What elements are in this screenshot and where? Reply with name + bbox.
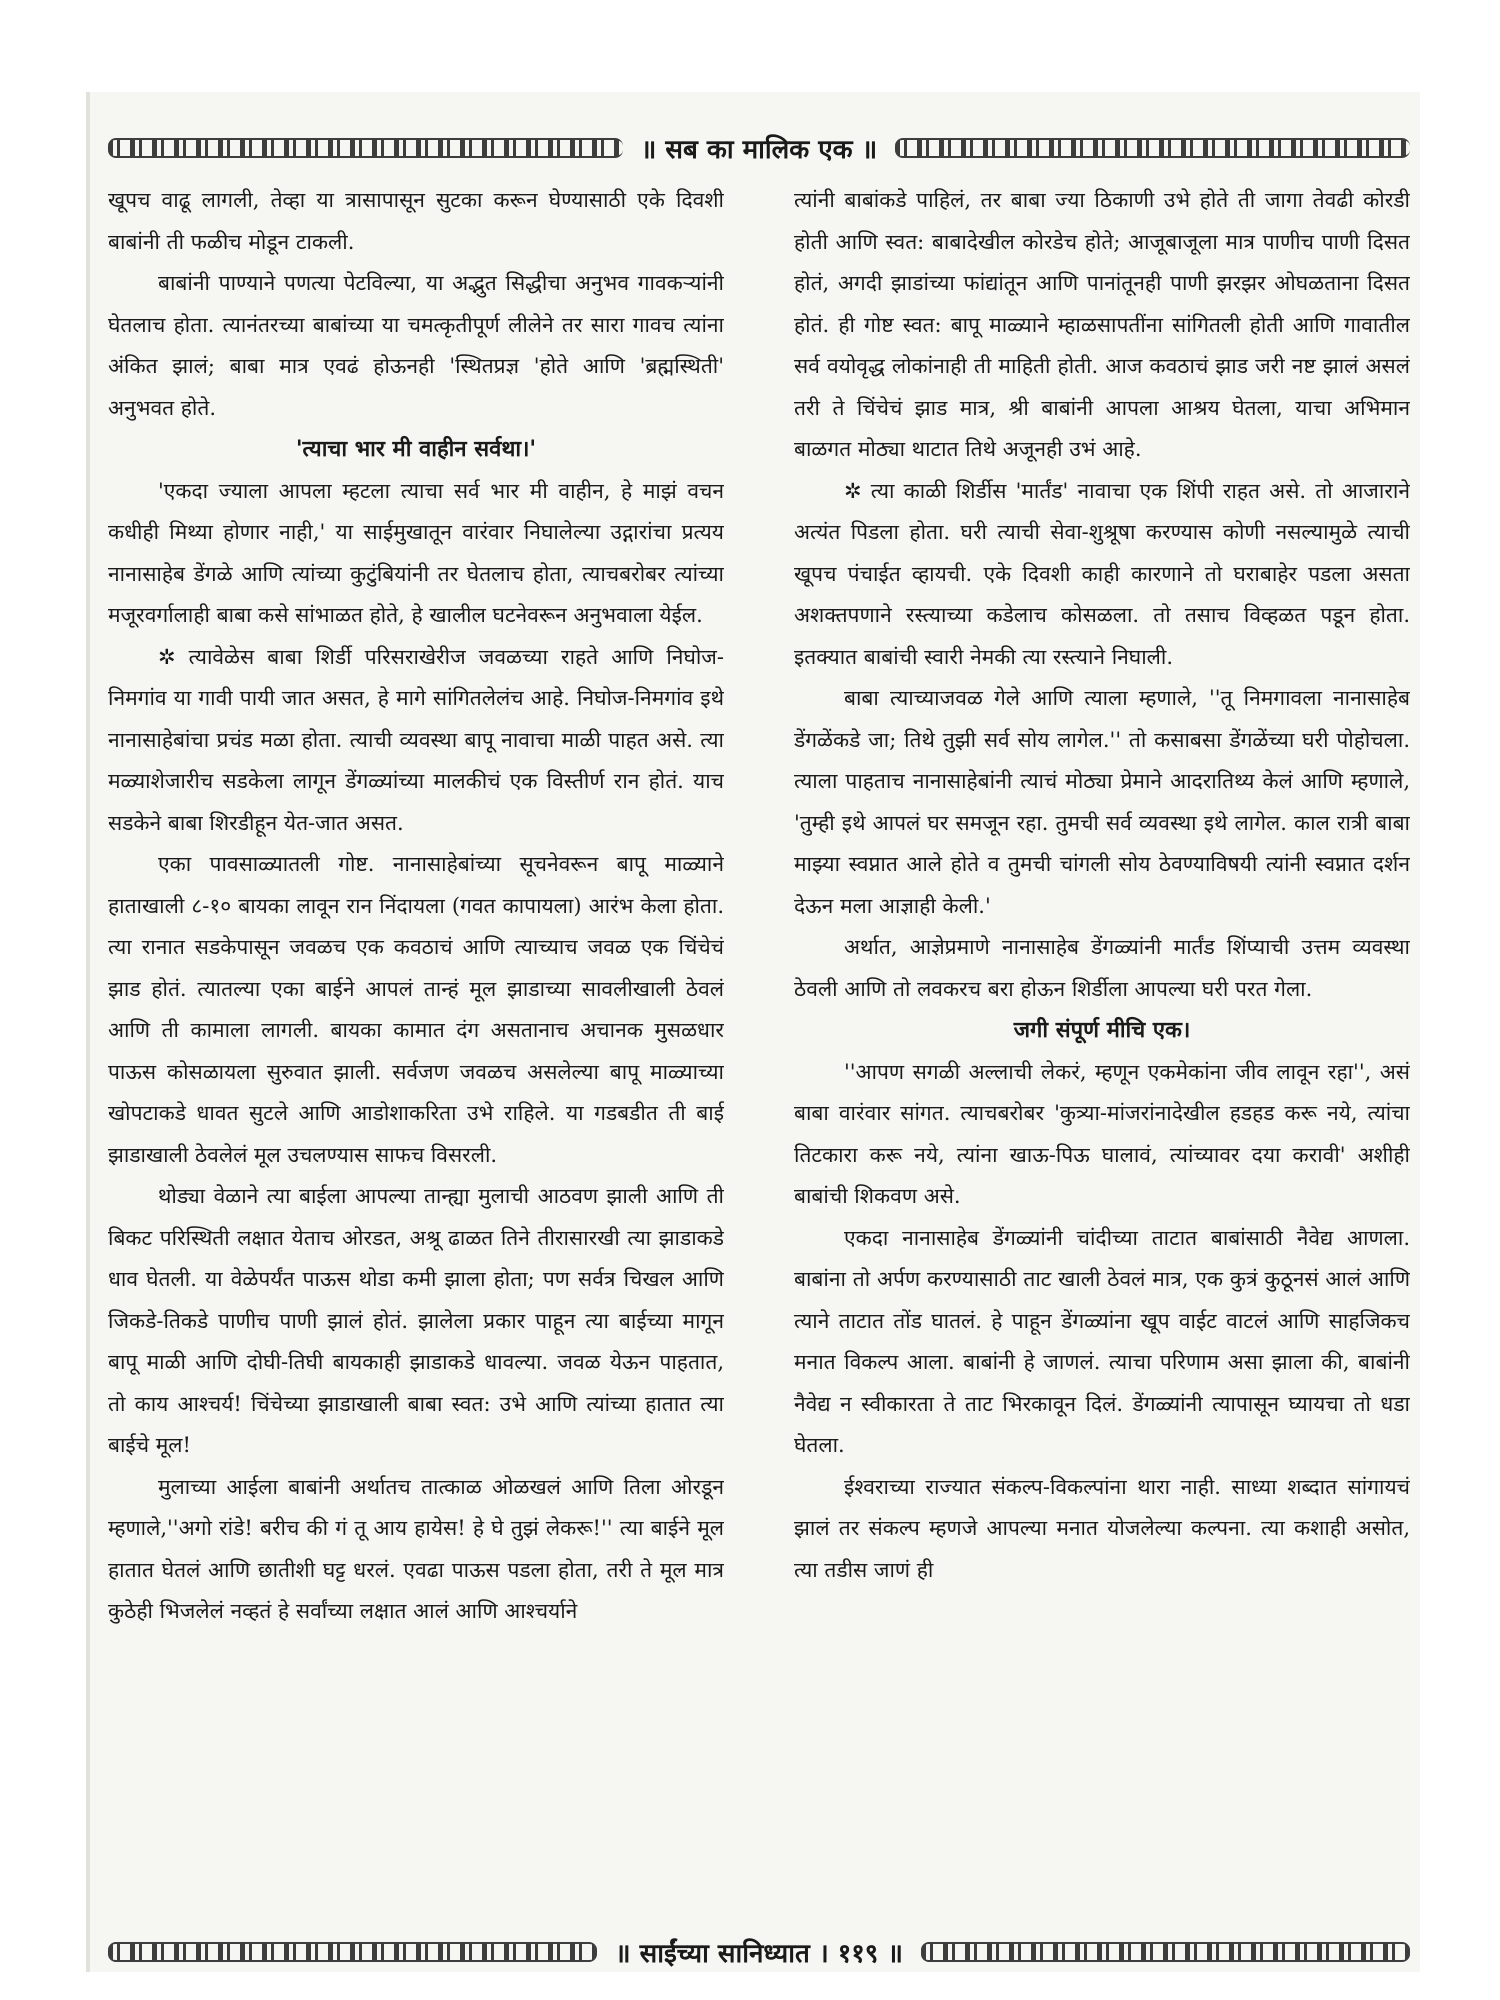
paragraph: बाबा त्याच्याजवळ गेले आणि त्याला म्हणाले, ''तू निमगावला नानासाहेब डेंगळेंकडे जा; तिथे तुझी सर्व सोय लागेल.'' तो कसाबसा डेंगळेंच्या घरी पोहोचला. त्याला पाहताच नानासाहेबांनी त्याचं मोठ्या प्रेमाने आदरातिथ्य केलं आणि म्हणाले, 'तुम्ही इथे आपलं घर समजून रहा. तुमची सर्व व्यवस्था इथे लागेल. काल रात्री बाबा माझ्या स्वप्नात आले होते व तुमची चांगली सोय ठेवण्याविषयी त्यांनी स्वप्नात दर्शन देऊन मला आज्ञाही केली.': [794, 686, 1410, 918]
paragraph: 'एकदा ज्याला आपला म्हटला त्याचा सर्व भार मी वाहीन, हे माझं वचन कधीही मिथ्या होणार नाही,' या साईमुखातून वारंवार निघालेल्या उद्गारांचा प्रत्यय नानासाहेब डेंगळे आणि त्यांच्या कुटुंबियांनी तर घेतलाच होता, त्याचबरोबर त्यांच्या मजूरवर्गालाही बाबा कसे सांभाळत होते, हे खालील घटनेवरून अनुभवाला येईल.: [108, 478, 724, 627]
paragraph: बाबांनी पाण्याने पणत्या पेटविल्या, या अद्भुत सिद्धीचा अनुभव गावकऱ्यांनी घेतलाच होता. त्यानंतरच्या बाबांच्या या चमत्कृतीपूर्ण लीलेने तर सारा गावच त्यांना अंकित झालं; बाबा मात्र एवढं होऊनही 'स्थितप्रज्ञ 'होते आणि 'ब्रह्मस्थिती' अनुभवत होते.: [108, 271, 724, 420]
page-header: [0, 128, 1500, 168]
paragraph: ✲ त्या काळी शिर्डीस 'मार्तंड' नावाचा एक शिंपी राहत असे. तो आजाराने अत्यंत पिडला होता. घरी त्याची सेवा-शुश्रूषा करण्यास कोणी नसल्यामुळे त्याची खूपच पंचाईत व्हायची. एके दिवशी काही कारणाने तो घराबाहेर पडला असता अशक्तपणाने रस्त्याच्या कडेलाच कोसळला. तो तसाच विव्हळत पडून होता. इतक्यात बाबांची स्वारी नेमकी त्या रस्त्याने निघाली.: [794, 478, 1410, 669]
footer-title: ॥ साईंच्या सानिध्यात । ११९ ॥: [615, 1939, 903, 1969]
right-column: [794, 180, 1410, 1920]
section-heading: 'त्याचा भार मी वाहीन सर्वथा।': [295, 436, 537, 462]
paragraph: थोड्या वेळाने त्या बाईला आपल्या तान्ह्या मुलाची आठवण झाली आणि ती बिकट परिस्थिती लक्षात येताच ओरडत, अश्रू ढाळत तिने तीरासारखी त्या झाडाकडे धाव घेतली. या वेळेपर्यंत पाऊस थोडा कमी झाला होता; पण सर्वत्र चिखल आणि जिकडे-तिकडे पाणीच पाणी झालं होतं. झालेला प्रकार पाहून त्या बाईच्या मागून बापू माळी आणि दोघी-तिघी बायकाही झाडाकडे धावल्या. जवळ येऊन पाहतात, तो काय आश्चर्य! चिंचेच्या झाडाखाली बाबा स्वत: उभे आणि त्यांच्या हातात त्या बाईचे मूल!: [108, 1184, 724, 1457]
section-heading: जगी संपूर्ण मीचि एक।: [1013, 1017, 1191, 1043]
footer-ornament-right: [921, 1942, 1410, 1962]
page-edge: [86, 92, 90, 1972]
paragraph: मुलाच्या आईला बाबांनी अर्थातच तात्काळ ओळखलं आणि तिला ओरडून म्हणाले,''अगो रांडे! बरीच की गं तू आय हायेस! हे घे तुझं लेकरू!'' त्या बाईने मूल हातात घेतलं आणि छातीशी घट्ट धरलं. एवढा पाऊस पडला होता, तरी ते मूल मात्र कुठेही भिजलेलं नव्हतं हे सर्वांच्या लक्षात आलं आणि आश्चर्याने: [108, 1474, 724, 1623]
header-ornament-left: [108, 138, 623, 158]
left-column: [108, 180, 724, 1920]
page-footer: [0, 1932, 1500, 1972]
header-title: ॥ सब का मालिक एक ॥: [640, 135, 878, 165]
paragraph: अर्थात, आज्ञेप्रमाणे नानासाहेब डेंगळ्यांनी मार्तंड शिंप्याची उत्तम व्यवस्था ठेवली आणि तो लवकरच बरा होऊन शिर्डीला आपल्या घरी परत गेला.: [794, 935, 1410, 1001]
text-columns: [108, 180, 1410, 1920]
paragraph: ✲ त्यावेळेस बाबा शिर्डी परिसराखेरीज जवळच्या राहते आणि निघोज-निमगांव या गावी पायी जात असत, हे मागे सांगितलेलंच आहे. निघोज-निमगांव इथे नानासाहेबांचा प्रचंड मळा होता. त्याची व्यवस्था बापू नावाचा माळी पाहत असे. त्या मळ्याशेजारीच सडकेला लागून डेंगळ्यांच्या मालकीचं एक विस्तीर्ण रान होतं. याच सडकेने बाबा शिरडीहून येत-जात असत.: [108, 644, 724, 835]
paragraph: खूपच वाढू लागली, तेव्हा या त्रासापासून सुटका करून घेण्यासाठी एके दिवशी बाबांनी ती फळीच मोडून टाकली.: [108, 188, 724, 254]
paragraph: त्यांनी बाबांकडे पाहिलं, तर बाबा ज्या ठिकाणी उभे होते ती जागा तेवढी कोरडी होती आणि स्वत: बाबादेखील कोरडेच होते; आजूबाजूला मात्र पाणीच पाणी दिसत होतं, अगदी झाडांच्या फांद्यांतून आणि पानांतूनही पाणी झरझर ओघळताना दिसत होतं. ही गोष्ट स्वत: बापू माळ्याने म्हाळसापतींना सांगितली होती आणि गावातील सर्व वयोवृद्ध लोकांनाही ती माहिती होती. आज कवठाचं झाड जरी नष्ट झालं असलं तरी ते चिंचेचं झाड मात्र, श्री बाबांनी आपला आश्रय घेतला, याचा अभिमान बाळगत मोठ्या थाटात तिथे अजूनही उभं आहे.: [794, 188, 1410, 461]
paragraph: एका पावसाळ्यातली गोष्ट. नानासाहेबांच्या सूचनेवरून बापू माळ्याने हाताखाली ८-१० बायका लावून रान निंदायला (गवत कापायला) आरंभ केला होता. त्या रानात सडकेपासून जवळच एक कवठाचं आणि त्याच्याच जवळ एक चिंचेचं झाड होतं. त्यातल्या एका बाईने आपलं तान्हं मूल झाडाच्या सावलीखाली ठेवलं आणि ती कामाला लागली. बायका कामात दंग असतानाच अचानक मुसळधार पाऊस कोसळायला सुरुवात झाली. सर्वजण जवळच असलेल्या बापू माळ्याच्या खोपटाकडे धावत सुटले आणि आडोशाकरिता उभे राहिले. या गडबडीत ती बाई झाडाखाली ठेवलेलं मूल उचलण्यास साफच विसरली.: [108, 852, 724, 1167]
paragraph: एकदा नानासाहेब डेंगळ्यांनी चांदीच्या ताटात बाबांसाठी नैवेद्य आणला. बाबांना तो अर्पण करण्यासाठी ताट खाली ठेवलं मात्र, एक कुत्रं कुठूनसं आलं आणि त्याने ताटात तोंड घातलं. हे पाहून डेंगळ्यांना खूप वाईट वाटलं आणि साहजिकच मनात विकल्प आला. बाबांनी हे जाणलं. त्याचा परिणाम असा झाला की, बाबांनी नैवेद्य न स्वीकारता ते ताट भिरकावून दिलं. डेंगळ्यांनी त्यापासून घ्यायचा तो धडा घेतला.: [794, 1225, 1410, 1457]
paragraph: ''आपण सगळी अल्लाची लेकरं, म्हणून एकमेकांना जीव लावून रहा'', असं बाबा वारंवार सांगत. त्याचबरोबर 'कुत्र्या-मांजरांनादेखील हडहड करू नये, त्यांचा तिटकारा करू नये, त्यांना खाऊ-पिऊ घालावं, त्यांच्यावर दया करावी' अशीही बाबांची शिकवण असे.: [794, 1059, 1410, 1208]
paragraph: ईश्वराच्या राज्यात संकल्प-विकल्पांना थारा नाही. साध्या शब्दात सांगायचं झालं तर संकल्प म्हणजे आपल्या मनात योजलेल्या कल्पना. त्या कशाही असोत, त्या तडीस जाणं ही: [794, 1474, 1410, 1582]
header-ornament-right: [895, 138, 1410, 158]
footer-ornament-left: [108, 1942, 597, 1962]
